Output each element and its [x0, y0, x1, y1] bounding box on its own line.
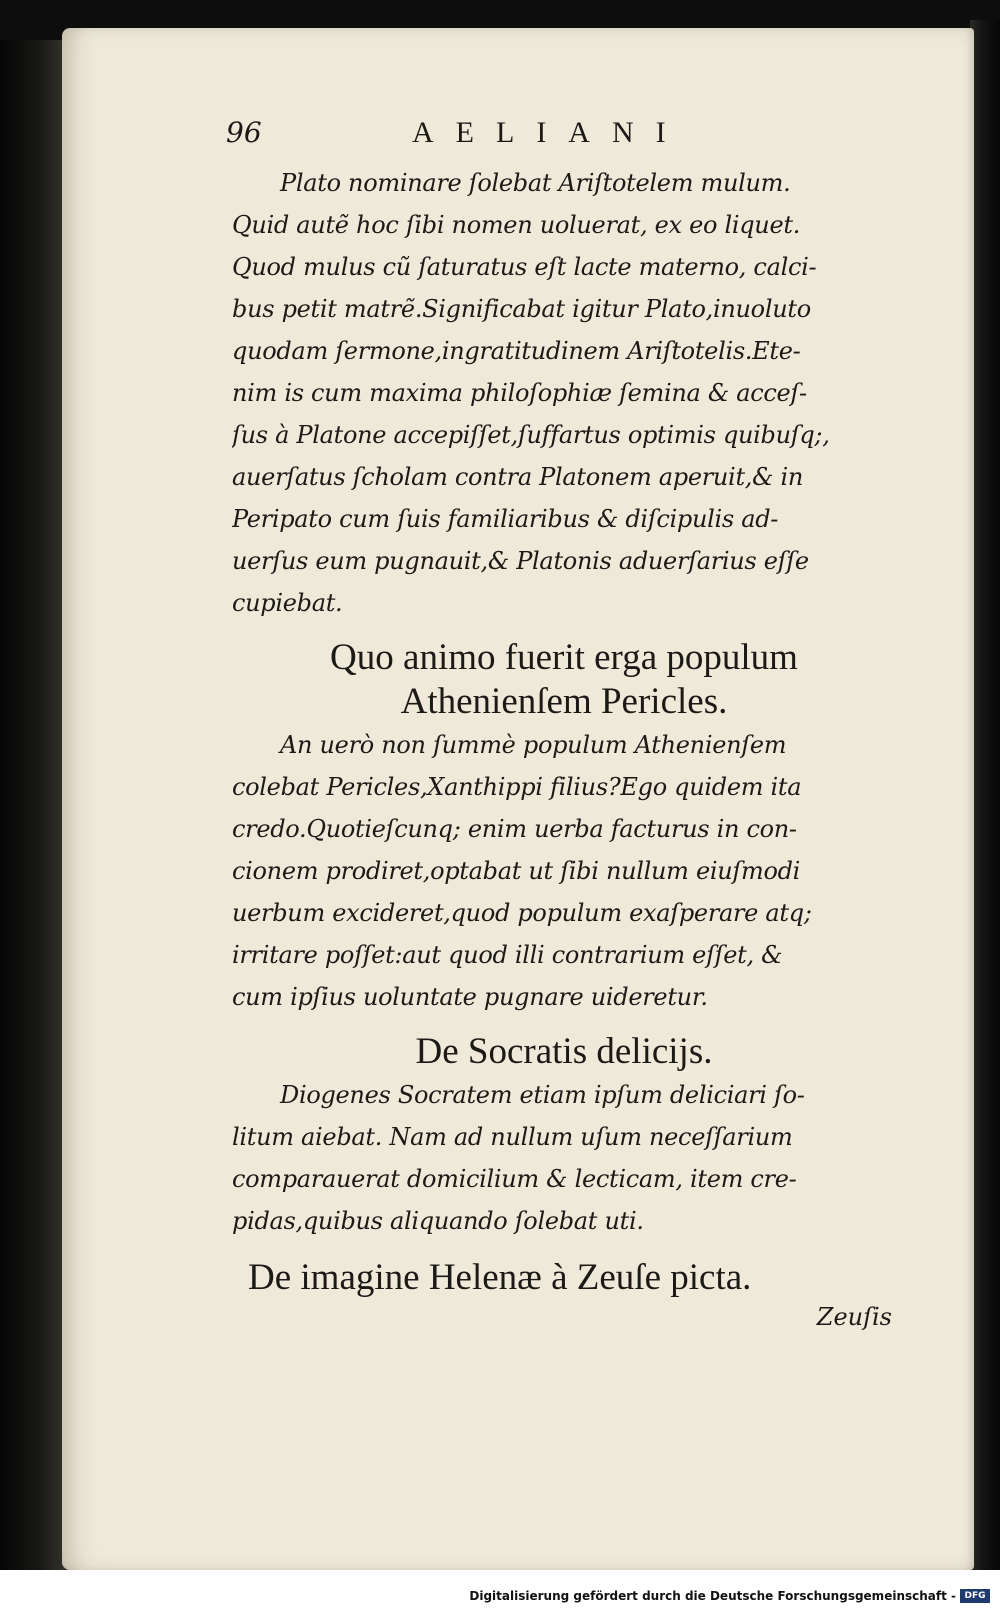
running-title: AELIANI	[412, 116, 688, 149]
page-number: 96	[226, 116, 262, 149]
text-line: credo.Quotieſcunq; enim uerba facturus in con-	[232, 815, 797, 843]
dfg-logo-icon: DFG	[960, 1589, 990, 1603]
digitization-footer	[0, 1570, 1000, 1611]
binding-shadow	[0, 40, 70, 1570]
text-block	[226, 116, 896, 1334]
text-line: pidas,quibus aliquando ſolebat uti.	[232, 1207, 644, 1235]
book-edge	[970, 20, 1000, 1580]
text-line: bus petit matrẽ.Significabat igitur Plato,inuoluto	[232, 295, 811, 323]
section-heading: Athenienſem Pericles.	[400, 681, 728, 722]
text-line: Peripato cum ſuis familiaribus & diſcipulis ad-	[232, 505, 779, 533]
text-line: auerſatus ſcholam contra Platonem aperuit,& in	[232, 463, 804, 491]
section-pericles	[232, 636, 896, 1018]
text-line: uerſus eum pugnauit,& Platonis aduerſarius eſſe	[232, 547, 809, 575]
text-line: nim is cum maxima philoſophiæ ſemina & acceſ-	[232, 379, 807, 407]
section-heading: De Socratis delicijs.	[415, 1031, 713, 1072]
text-line: irritare poſſet:aut quod illi contrarium eſſet, &	[232, 941, 783, 969]
section-plato-aristotle	[232, 162, 896, 624]
text-line: litum aiebat. Nam ad nullum uſum neceſſarium	[232, 1123, 793, 1151]
running-head	[226, 116, 896, 162]
footer-credit: Digitalisierung gefördert durch die Deutsche Forschungsgemeinschaft -	[469, 1589, 956, 1603]
final-heading: De imagine Helenæ à Zeuſe picta.	[248, 1257, 752, 1298]
text-line: Quod mulus cũ ſaturatus eſt lacte materno, calci-	[232, 253, 817, 281]
text-line: cum ipſius uoluntate pugnare uideretur.	[232, 983, 708, 1011]
text-line: cupiebat.	[232, 589, 343, 617]
text-line: uerbum excideret,quod populum exaſperare atq;	[232, 899, 812, 927]
section-socrates	[232, 1030, 896, 1242]
catchword: Zeuſis	[816, 1303, 892, 1331]
text-line: cionem prodiret,optabat ut ſibi nullum eiuſmodi	[232, 857, 801, 885]
text-line: colebat Pericles,Xanthippi filius?Ego quidem ita	[232, 773, 802, 801]
text-line: comparauerat domicilium & lecticam, item cre-	[232, 1165, 797, 1193]
text-line: Quid autẽ hoc ſibi nomen uoluerat, ex eo liquet.	[232, 211, 801, 239]
text-line: Plato nominare ſolebat Ariſtotelem mulum.	[280, 169, 791, 197]
text-line: ſus à Platone accepiſſet,ſuffartus optimis quibuſq;,	[232, 421, 830, 449]
text-line: An uerò non ſummè populum Athenienſem	[280, 731, 787, 759]
text-line: Diogenes Socratem etiam ipſum deliciari ſo-	[280, 1081, 805, 1109]
section-heading: Quo animo fuerit erga populum	[330, 637, 798, 678]
text-line: quodam ſermone,ingratitudinem Ariſtotelis.Ete-	[232, 337, 801, 365]
